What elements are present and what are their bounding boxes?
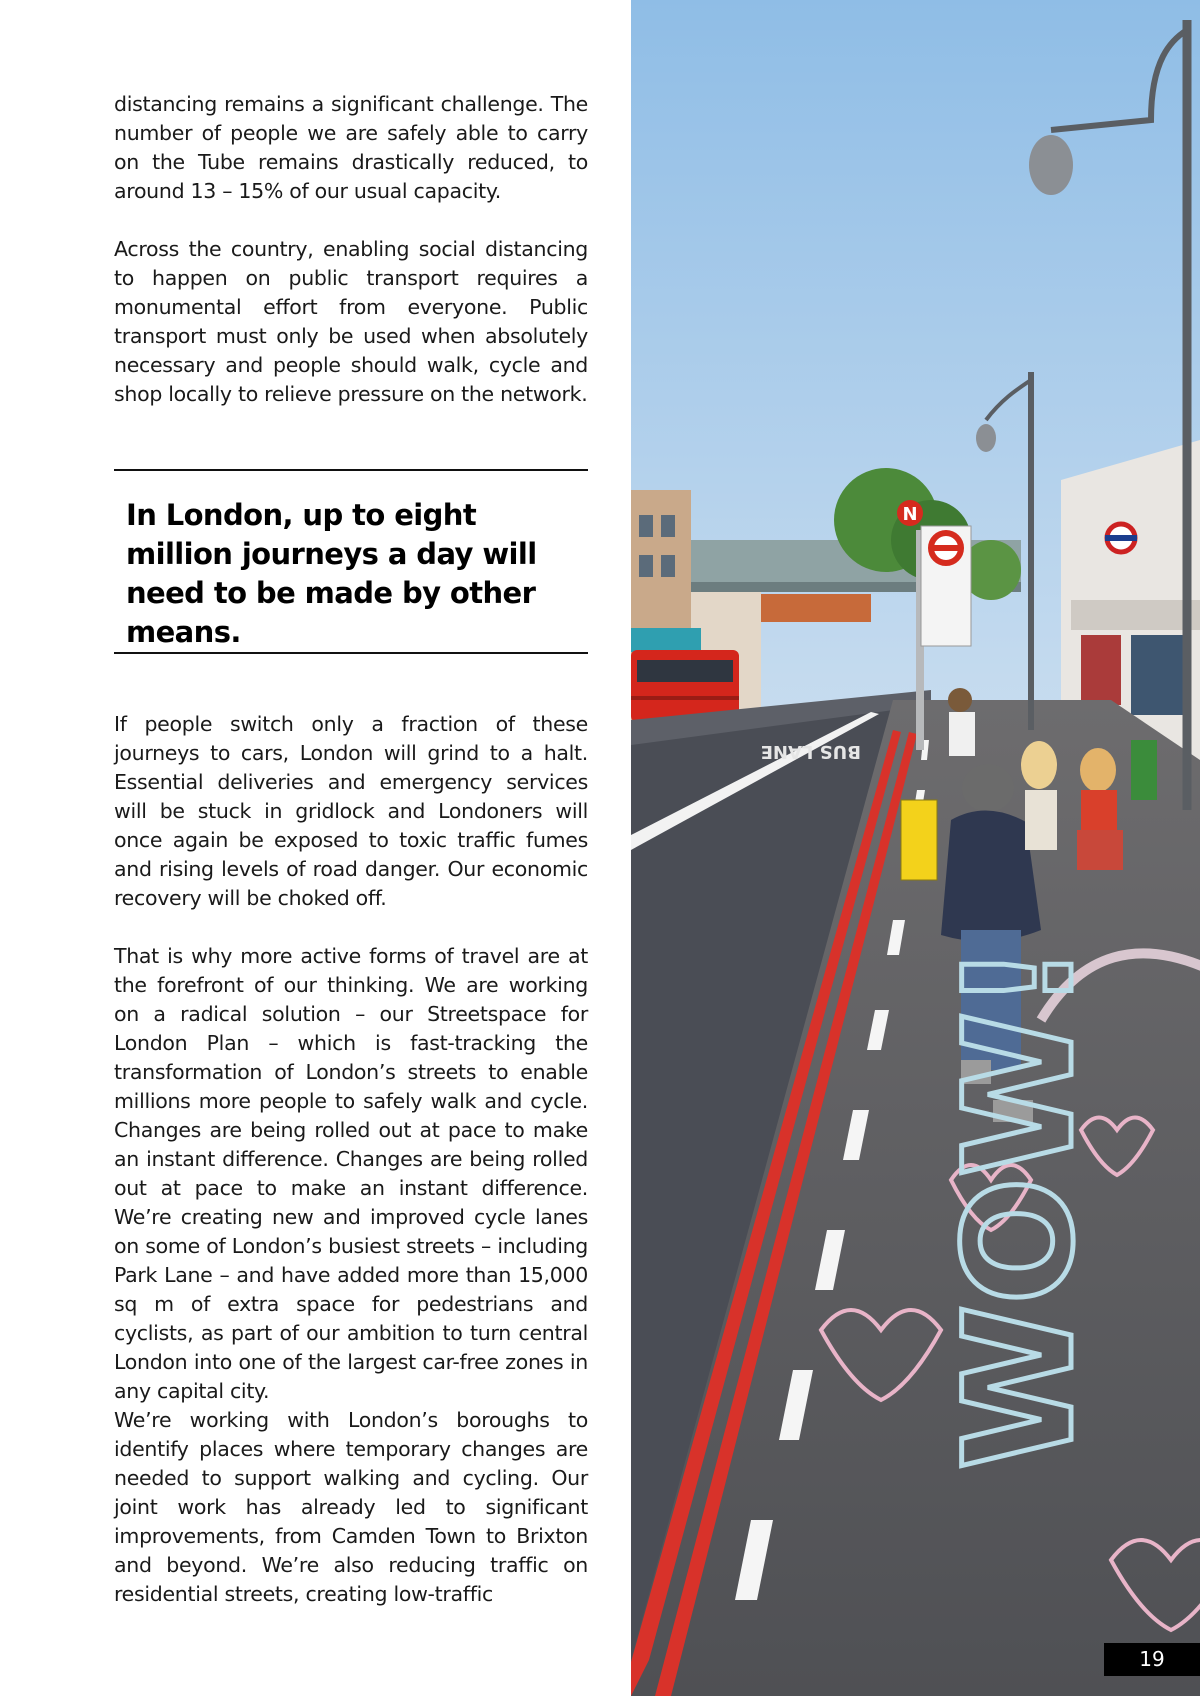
pullquote-bottom-rule — [114, 652, 588, 654]
body-paragraph-1: distancing remains a significant challenge. The number of people we are safely able to carry on the Tube remains drastically reduced, to around 13 – 15% of our usual capacity. — [114, 92, 588, 203]
bus-lane-marking: BUS LANE — [760, 741, 861, 762]
bus-stop-letter: N — [902, 504, 918, 525]
pullquote-top-rule — [114, 469, 588, 471]
green-bin — [1131, 740, 1157, 800]
woman-blonde — [1021, 741, 1057, 850]
body-paragraph-4: That is why more active forms of travel are at the forefront of our thinking. We are working on a radical solution – our Streetspace for London Plan – which is fast-tracking the transformation of London’s streets to enable millions more people to safely walk and cycle. Changes are being rolled out at pace to make an instant difference. Changes are being rolled out at pace to make an instant difference. We’re creating new and improved cycle lanes on some of London’s busiest streets – including Park Lane – and have added more than 15,000 sq m of extra space for pedestrians and cyclists, as part of our ambition to turn central London into one of the largest car-free zones in any capital city. — [114, 944, 588, 1403]
body-paragraph-2: Across the country, enabling social distancing to happen on public transport requires a monumental effort from everyone. Public transport must only be used when absolutely necessary and people should walk, cycle and shop locally to relieve pressure on the network. — [114, 237, 588, 406]
street-photo-illustration — [631, 0, 1200, 1696]
lamp-head-mid — [976, 424, 996, 452]
cyclist — [948, 688, 975, 756]
body-paragraph-5: We’re working with London’s boroughs to identify places where temporary changes are needed to support walking and cycling. Our joint work has already led to significant improvements, from Camden Town to Brixton and beyond. We’re also reducing traffic on residential streets, creating low-traffic — [114, 1408, 588, 1606]
chalk-wow: WOW! — [933, 943, 1107, 1470]
pullquote: In London, up to eight million journeys a day will need to be made by other means. — [126, 498, 537, 649]
lamp-head-right — [1029, 135, 1073, 195]
page-number: 19 — [1104, 1643, 1200, 1676]
body-paragraph-3: If people switch only a fraction of these journeys to cars, London will grind to a halt. Essential deliveries and emergency services will be stuck in gridlock and Londoners will once again be exposed to toxic traffic fumes and rising levels of road danger. Our economic recovery will be choked off. — [114, 712, 588, 910]
yellow-sign — [901, 800, 937, 880]
street-photo — [631, 0, 1200, 1696]
